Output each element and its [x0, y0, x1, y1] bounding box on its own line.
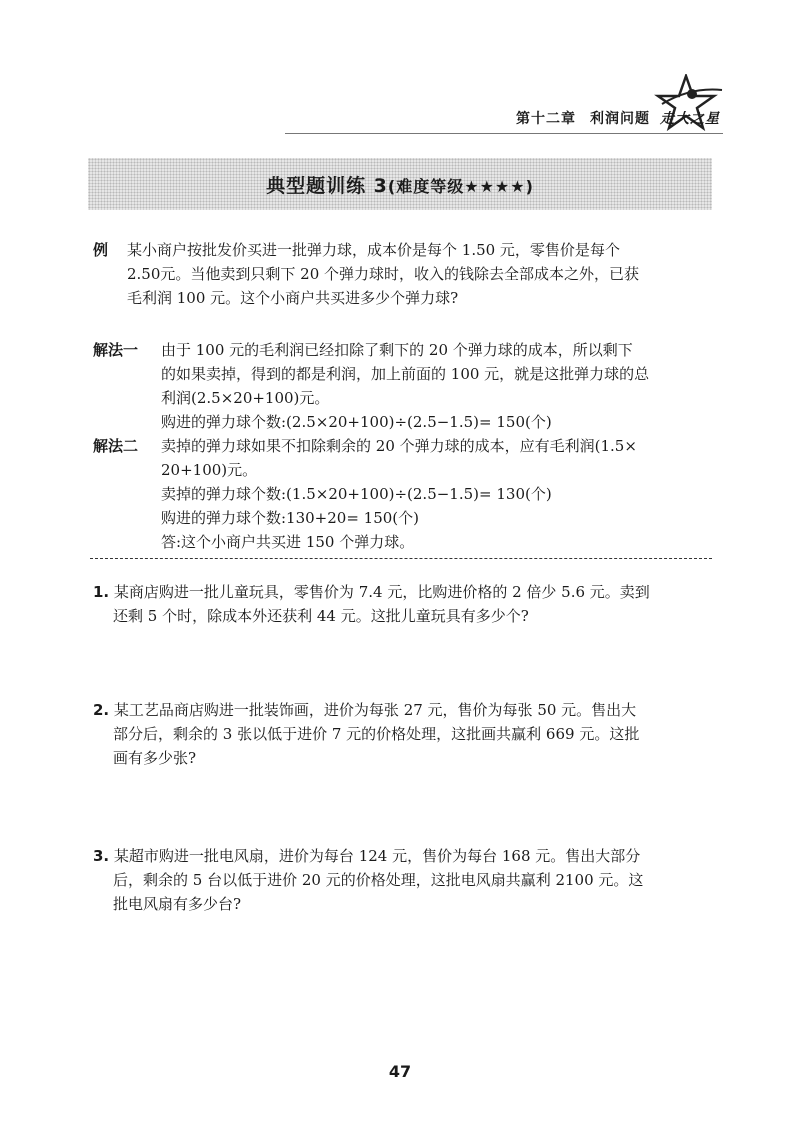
solution-line: 利润(2.5×20+100)元。	[161, 389, 330, 407]
logo-text: 走大之星	[660, 111, 720, 127]
question-line: 画有多少张?	[113, 749, 197, 767]
example-line: 某小商户按批发价买进一批弹力球，成本价是每个 1.50 元，零售价是每个	[127, 241, 620, 259]
solution-line: 答:这个小商户共买进 150 个弹力球。	[161, 533, 415, 551]
section-label: 利润问题	[590, 111, 650, 127]
question-line: 某超市购进一批电风扇，进价为每台 124 元，售价为每台 168 元。售出大部分	[113, 847, 641, 865]
question-number: 3.	[93, 847, 110, 865]
solution-two-label: 解法二	[93, 437, 139, 455]
banner-title	[266, 171, 534, 198]
example-label: 例	[93, 241, 109, 259]
solution-line: 购进的弹力球个数:(2.5×20+100)÷(2.5−1.5)= 150(个)	[161, 413, 552, 431]
solution-line: 由于 100 元的毛利润已经扣除了剩下的 20 个弹力球的成本，所以剩下	[161, 341, 633, 359]
page-header	[502, 108, 650, 128]
question-2	[93, 698, 718, 770]
dashed-divider	[90, 558, 712, 559]
question-line: 还剩 5 个时，除成本外还获利 44 元。这批儿童玩具有多少个?	[113, 607, 529, 625]
solution-one	[93, 338, 718, 434]
chapter-label: 第十二章	[516, 111, 576, 127]
example-line: 毛利润 100 元。这个小商户共买进多少个弹力球?	[127, 289, 459, 307]
question-number: 2.	[93, 701, 110, 719]
question-number: 1.	[93, 583, 110, 601]
question-line: 某商店购进一批儿童玩具，零售价为 7.4 元，比购进价格的 2 倍少 5.6 元。卖到	[113, 583, 650, 601]
difficulty-label: (难度等级★★★★)	[387, 176, 534, 196]
question-line: 批电风扇有多少台?	[113, 895, 242, 913]
example-line: 2.50元。当他卖到只剩下 20 个弹力球时，收入的钱除去全部成本之外，已获	[127, 265, 640, 283]
question-line: 部分后，剩余的 3 张以低于进价 7 元的价格处理，这批画共赢利 669 元。这批	[113, 725, 640, 743]
question-3	[93, 844, 718, 916]
solution-line: 20+100)元。	[161, 461, 258, 479]
solution-line: 的如果卖掉，得到的都是利润，加上前面的 100 元，就是这批弹力球的总	[161, 365, 650, 383]
solution-line: 卖掉的弹力球如果不扣除剩余的 20 个弹力球的成本，应有毛利润(1.5×	[161, 437, 637, 455]
question-1	[93, 580, 718, 628]
solution-one-label: 解法一	[93, 341, 139, 359]
question-line: 后，剩余的 5 台以低于进价 20 元的价格处理，这批电风扇共赢利 2100 元。这	[113, 871, 644, 889]
question-line: 某工艺品商店购进一批装饰画，进价为每张 27 元，售价为每张 50 元。售出大	[113, 701, 637, 719]
section-banner	[88, 158, 712, 210]
example-problem	[93, 238, 718, 310]
header-divider	[285, 133, 723, 134]
banner-title-main: 典型题训练 3	[266, 174, 388, 197]
solution-line: 卖掉的弹力球个数:(1.5×20+100)÷(2.5−1.5)= 130(个)	[161, 485, 552, 503]
solution-two	[93, 434, 718, 554]
solution-line: 购进的弹力球个数:130+20= 150(个)	[161, 509, 420, 527]
page-number: 47	[388, 1062, 412, 1081]
